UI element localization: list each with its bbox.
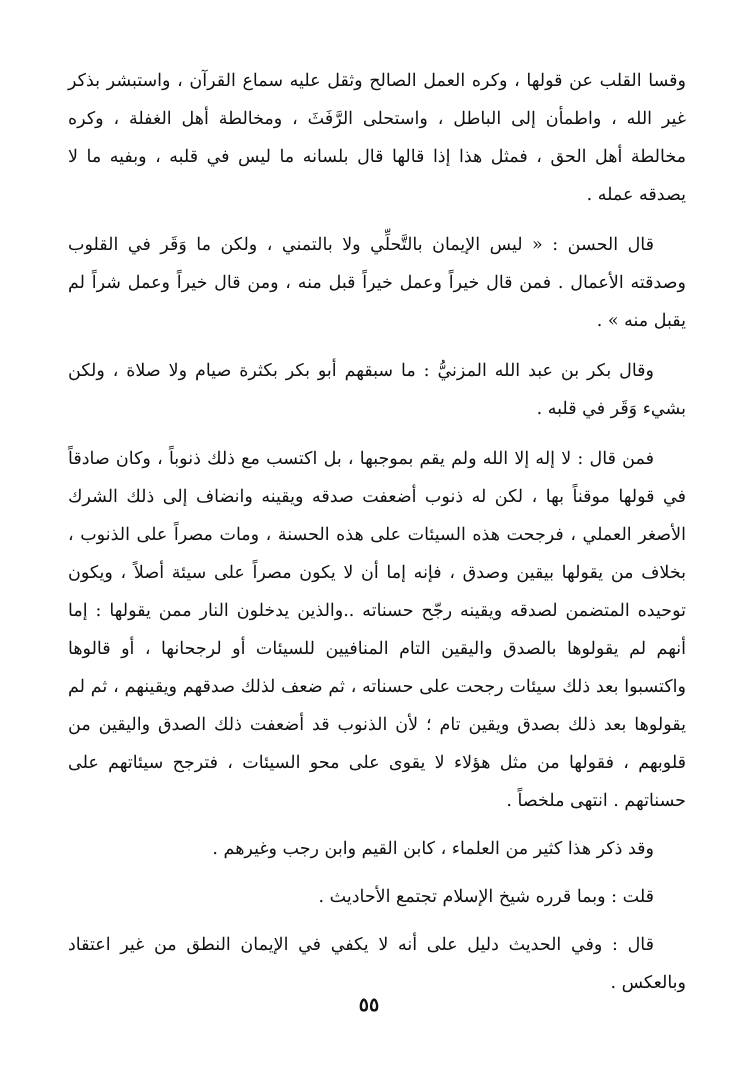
paragraph-5: وقد ذكر هذا كثير من العلماء ، كابن القيم وابن رجب وغيرهم . xyxy=(212,839,654,859)
paragraph-2-hasan-quote: قال الحسن : « ليس الإيمان بالتَّحلِّي ولا بالتمني ، ولكن ما وَقَر في القلوب وصدقته الأعمال . فمن قال خيراً وعمل خيراً قبل منه ، ومن قال خيراً وعمل شراً لم يقبل منه » . xyxy=(68,235,686,331)
paragraph-6: قلت : وبما قرره شيخ الإسلام تجتمع الأحاديث . xyxy=(318,887,654,907)
paragraph-3-bakr-quote: وقال بكر بن عبد الله المزنيُّ : ما سبقهم أبو بكر بكثرة صيام ولا صلاة ، ولكن بشيء وَقَر في قلبه . xyxy=(68,361,686,419)
paragraph-1: وقسا القلب عن قولها ، وكره العمل الصالح وثقل عليه سماع القرآن ، واستبشر بذكر غير الله ، واطمأن إلى الباطل ، واستحلى الرَّفَثَ ، ومخالطة أهل الغفلة ، وكره مخالطة أهل الحق ، فمثل هذا إذا قالها قال بلسانه ما ليس في قلبه ، وبفيه ما لا يصدقه عمله . xyxy=(68,71,686,205)
paragraph-4: فمن قال : لا إله إلا الله ولم يقم بموجبها ، بل اكتسب مع ذلك ذنوباً ، وكان صادقاً في قولها موقناً بها ، لكن له ذنوب أضعفت صدقه ويقينه وانضاف إلى ذلك الشرك الأصغر العملي ، فرجحت هذه السيئات على هذه الحسنة ، ومات مصراً على الذنوب ، بخلاف من يقولها بيقين وصدق ، فإنه إما أن لا يكون مصراً على سيئة أصلاً ، ويكون توحيده المتضمن لصدقه ويقينه رجّح حسناته ..والذين يدخلون النار ممن يقولها : إما أنهم لم يقولوها بالصدق واليقين التام المنافيين للسيئات أو لرجحانها ، أو قالوها واكتسبوا بعد ذلك سيئات رجحت على حسناته ، ثم ضعف لذلك صدقهم ويقينهم ، ثم لم يقولوها بعد ذلك بصدق ويقين تام ؛ لأن الذنوب قد أضعفت ذلك الصدق واليقين من قلوبهم ، فقولها من مثل هؤلاء لا يقوى على محو السيئات ، فترجح سيئاتهم على حسناتهم . انتهى ملخصاً . xyxy=(68,449,686,811)
page-number: ٥٥ xyxy=(358,994,380,1016)
paragraph-7: قال : وفي الحديث دليل على أنه لا يكفي في الإيمان النطق من غير اعتقاد وبالعكس . xyxy=(68,935,686,993)
page-body xyxy=(68,62,686,1014)
